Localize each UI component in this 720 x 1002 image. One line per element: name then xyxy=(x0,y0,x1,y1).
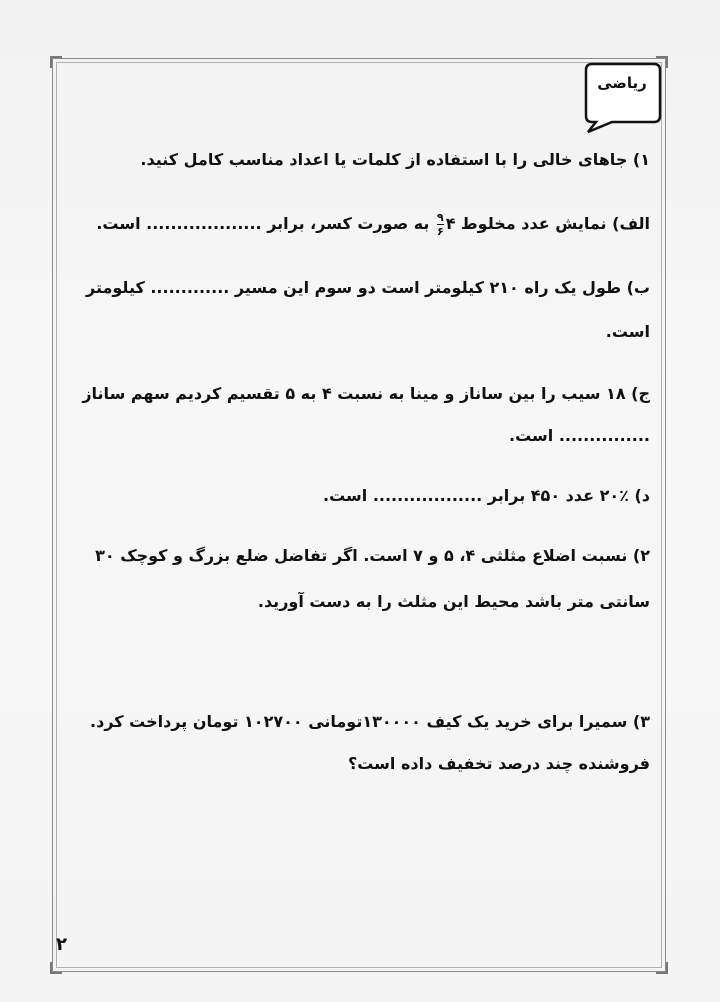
question-1b-line2: است. xyxy=(605,322,650,341)
speech-bubble-icon xyxy=(578,60,664,134)
page-border-inner xyxy=(56,62,662,968)
page-number: ۲ xyxy=(56,934,67,955)
question-1c-line1: ج) ۱۸ سیب را بین ساناز و مینا به نسبت ۴ به ۵ تقسیم کردیم سهم ساناز xyxy=(82,384,650,403)
fraction-denominator: ۶ xyxy=(437,225,444,238)
question-1a xyxy=(96,212,650,237)
corner-ornament xyxy=(50,962,62,974)
corner-ornament xyxy=(50,56,62,68)
fraction-numerator: ۹ xyxy=(437,211,444,224)
question-1d: د) ٪۲۰ عدد ۴۵۰ برابر .................. است. xyxy=(323,486,650,505)
subject-label: ریاضی xyxy=(597,74,647,92)
question-2-line1: ۲) نسبت اضلاع مثلثی ۴، ۵ و ۷ است. اگر تفاضل ضلع بزرگ و کوچک ۳۰ xyxy=(95,546,650,565)
mixed-number-whole: ۴ xyxy=(445,214,456,233)
question-1c-line2: ............... است. xyxy=(509,426,650,445)
corner-ornament xyxy=(656,962,668,974)
question-2-line2: سانتی متر باشد محیط این مثلث را به دست آورید. xyxy=(257,592,650,611)
mixed-number-fraction xyxy=(437,212,444,237)
question-3-line1: ۳) سمیرا برای خرید یک کیف ۱۳۰۰۰۰تومانی ۱۰۲۷۰۰ تومان پرداخت کرد. xyxy=(90,712,650,731)
question-1a-before: الف) نمایش عدد مخلوط xyxy=(455,214,650,233)
question-1b-line1: ب) طول یک راه ۲۱۰ کیلومتر است دو سوم این مسیر ............. کیلومتر xyxy=(85,278,650,297)
question-1a-after: به صورت کسر، برابر ................... است. xyxy=(96,214,435,233)
question-3-line2: فروشنده چند درصد تخفیف داده است؟ xyxy=(347,754,650,773)
question-1-prompt: ۱) جاهای خالی را با استفاده از کلمات یا اعداد مناسب کامل کنید. xyxy=(140,150,650,169)
